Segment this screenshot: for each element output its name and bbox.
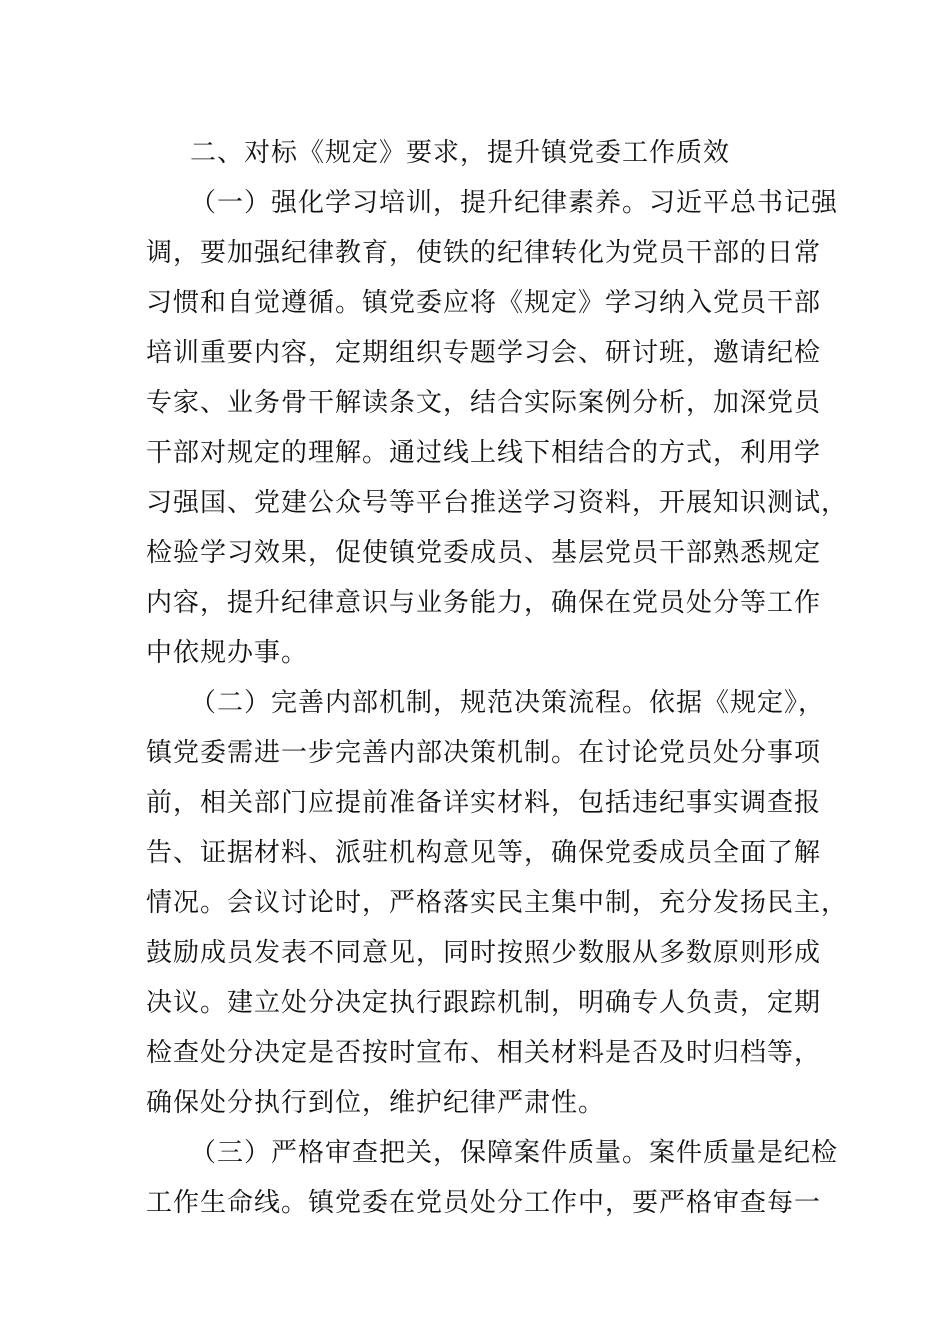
paragraph-line: 工作生命线。镇党委在党员处分工作中，要严格审查每一: [146, 1188, 822, 1218]
paragraph-line: （二）完善内部机制，规范决策流程。依据《规定》，: [190, 688, 826, 718]
paragraph-line: 中依规办事。: [146, 638, 309, 668]
paragraph-line: 确保处分执行到位，维护纪律严肃性。: [146, 1088, 606, 1118]
paragraph-line: 培训重要内容，定期组织专题学习会、研讨班，邀请纪检: [146, 338, 822, 368]
paragraph-line: 前，相关部门应提前准备详实材料，包括违纪事实调查报: [146, 788, 822, 818]
paragraph-line: 干部对规定的理解。通过线上线下相结合的方式，利用学: [146, 438, 822, 468]
paragraph-line: 专家、业务骨干解读条文，结合实际案例分析，加深党员: [146, 388, 822, 418]
paragraph-line: 检验学习效果，促使镇党委成员、基层党员干部熟悉规定: [146, 538, 822, 568]
paragraph-line: （三）严格审查把关，保障案件质量。案件质量是纪检: [190, 1138, 839, 1168]
paragraph-line: 镇党委需进一步完善内部决策机制。在讨论党员处分事项: [146, 738, 822, 768]
paragraph-line: 习惯和自觉遵循。镇党委应将《规定》学习纳入党员干部: [146, 288, 822, 318]
paragraph-line: 决议。建立处分决定执行跟踪机制，明确专人负责，定期: [146, 988, 822, 1018]
paragraph-line: 告、证据材料、派驻机构意见等，确保党委成员全面了解: [146, 838, 822, 868]
section-heading: 二、对标《规定》要求，提升镇党委工作质效: [190, 138, 731, 168]
paragraph-line: （一）强化学习培训，提升纪律素养。习近平总书记强: [190, 188, 839, 218]
paragraph-line: 习强国、党建公众号等平台推送学习资料，开展知识测试，: [146, 488, 849, 518]
paragraph-line: 鼓励成员发表不同意见，同时按照少数服从多数原则形成: [146, 938, 822, 968]
paragraph-line: 调，要加强纪律教育，使铁的纪律转化为党员干部的日常: [146, 238, 822, 268]
paragraph-line: 情况。会议讨论时，严格落实民主集中制，充分发扬民主，: [146, 888, 849, 918]
paragraph-line: 内容，提升纪律意识与业务能力，确保在党员处分等工作: [146, 588, 822, 618]
paragraph-line: 检查处分决定是否按时宣布、相关材料是否及时归档等，: [146, 1038, 822, 1068]
